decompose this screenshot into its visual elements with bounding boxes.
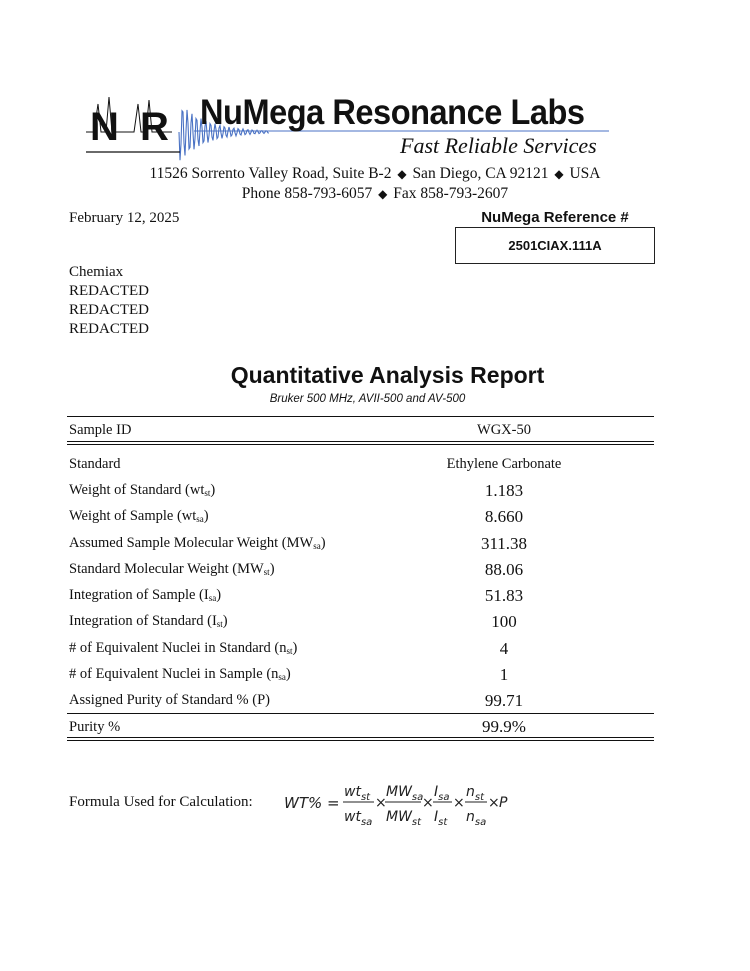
formula-times: × [422, 795, 434, 811]
table-row-value: 51.83 [484, 586, 524, 605]
formula-wt-sa: $wt_{sa}$ [344, 809, 373, 828]
row-label-close: ) [285, 666, 291, 682]
row-label-close: ) [269, 561, 275, 577]
row-label-text: Integration of Standard (I [69, 613, 217, 629]
table-row-value: 8.660 [484, 507, 524, 526]
address-line-1 [0, 165, 750, 183]
row-label-text: Standard Molecular Weight (MW [69, 561, 264, 577]
sample-id-label: Sample ID [69, 422, 132, 438]
logo-letter-n: N [90, 105, 119, 149]
table-top-rule [67, 416, 654, 417]
formula-label: Formula Used for Calculation: [69, 794, 253, 810]
row-label-text: Assigned Purity of Standard % (P) [69, 692, 270, 708]
formula-wt-st: $wt_{st}$ [344, 784, 371, 803]
company-name: NuMega Resonance Labs [200, 93, 585, 132]
row-label-subscript: sa [278, 672, 286, 682]
reference-title: NuMega Reference # [481, 209, 629, 226]
row-label-subscript: sa [313, 541, 321, 551]
row-label-subscript: st [263, 567, 270, 577]
table-row-label [69, 640, 297, 657]
formula-times: × [488, 795, 500, 811]
address-street: 11526 Sorrento Valley Road, Suite B-2 [149, 165, 392, 182]
table-row-label [69, 692, 270, 709]
purity-value: 99.9% [482, 717, 526, 736]
row-label-close: ) [292, 640, 298, 656]
purity-label: Purity % [69, 719, 121, 735]
table-row-value: 100 [491, 612, 517, 631]
formula-times: × [375, 795, 387, 811]
row-label-subscript: st [204, 488, 211, 498]
table-row-label [69, 587, 221, 604]
addressee-line: REDACTED [69, 283, 149, 299]
reference-number: 2501CIAX.111A [455, 227, 655, 264]
row-label-close: ) [203, 508, 209, 524]
fax-number: Fax 858-793-2607 [393, 185, 509, 202]
address-line-2 [0, 185, 750, 203]
address-country: USA [569, 165, 601, 182]
row-label-text: Standard [69, 456, 121, 472]
row-label-text: # of Equivalent Nuclei in Sample (n [69, 666, 279, 682]
row-label-close: ) [210, 482, 216, 498]
row-label-text: Weight of Standard (wt [69, 482, 205, 498]
row-label-close: ) [222, 613, 228, 629]
addressee-line: REDACTED [69, 302, 149, 318]
purity-formula [282, 774, 522, 832]
formula-times: × [453, 795, 465, 811]
row-label-text: Assumed Sample Molecular Weight (MW [69, 535, 314, 551]
row-label-close: ) [216, 587, 222, 603]
table-row-value: 1 [499, 665, 509, 684]
table-row-label [69, 666, 291, 683]
diamond-separator-icon: ◆ [397, 167, 407, 181]
row-label-subscript: st [286, 646, 293, 656]
logo-letter-r: R [140, 105, 169, 149]
addressee-line: REDACTED [69, 321, 149, 337]
row-label-subscript: sa [196, 514, 204, 524]
addressee-line: Chemiax [69, 264, 124, 280]
formula-mw-sa: $MW_{sa}$ [386, 784, 424, 803]
table-row-label [69, 482, 215, 499]
table-row-value: 4 [499, 639, 509, 658]
row-label-text: Integration of Sample (I [69, 587, 209, 603]
row-label-text: Weight of Sample (wt [69, 508, 197, 524]
phone-number: Phone 858-793-6057 [241, 185, 373, 202]
diamond-separator-icon: ◆ [554, 167, 564, 181]
formula-n-st: $n_{st}$ [466, 784, 485, 803]
diamond-separator-icon: ◆ [378, 187, 388, 201]
table-row-label [69, 561, 275, 578]
sample-id-value: WGX-50 [477, 422, 531, 438]
addressee-block [69, 263, 149, 339]
row-label-subscript: sa [208, 593, 217, 603]
row-label-subscript: st [216, 619, 223, 629]
formula-lhs: WT% = [284, 794, 340, 812]
table-bottom-double-rule [67, 737, 654, 741]
formula-mw-st: $MW_{st}$ [386, 809, 422, 828]
formula-i-sa: $I_{sa}$ [434, 784, 450, 803]
table-row-value: 88.06 [484, 560, 524, 579]
report-title: Quantitative Analysis Report [230, 362, 545, 388]
purity-top-rule [67, 713, 654, 714]
table-row-label [69, 456, 121, 473]
table-row-label [69, 508, 209, 525]
formula-i-st: $I_{st}$ [434, 809, 448, 828]
table-row-value: 1.183 [484, 481, 524, 500]
row-label-close: ) [320, 535, 326, 551]
table-row-label [69, 613, 228, 630]
formula-n-sa: $n_{sa}$ [466, 809, 487, 828]
company-tagline: Fast Reliable Services [400, 133, 597, 158]
table-row-value: 99.71 [484, 691, 524, 710]
formula-p: P [499, 795, 508, 811]
table-header-double-rule [67, 441, 654, 445]
report-subtitle: Bruker 500 MHz, AVII-500 and AV-500 [269, 393, 466, 405]
row-label-text: # of Equivalent Nuclei in Standard (n [69, 640, 287, 656]
report-date: February 12, 2025 [69, 210, 180, 226]
address-city: San Diego, CA 92121 [412, 165, 549, 182]
table-row-value: Ethylene Carbonate [446, 456, 562, 472]
table-row-label [69, 535, 326, 552]
table-row-value: 311.38 [480, 534, 528, 553]
